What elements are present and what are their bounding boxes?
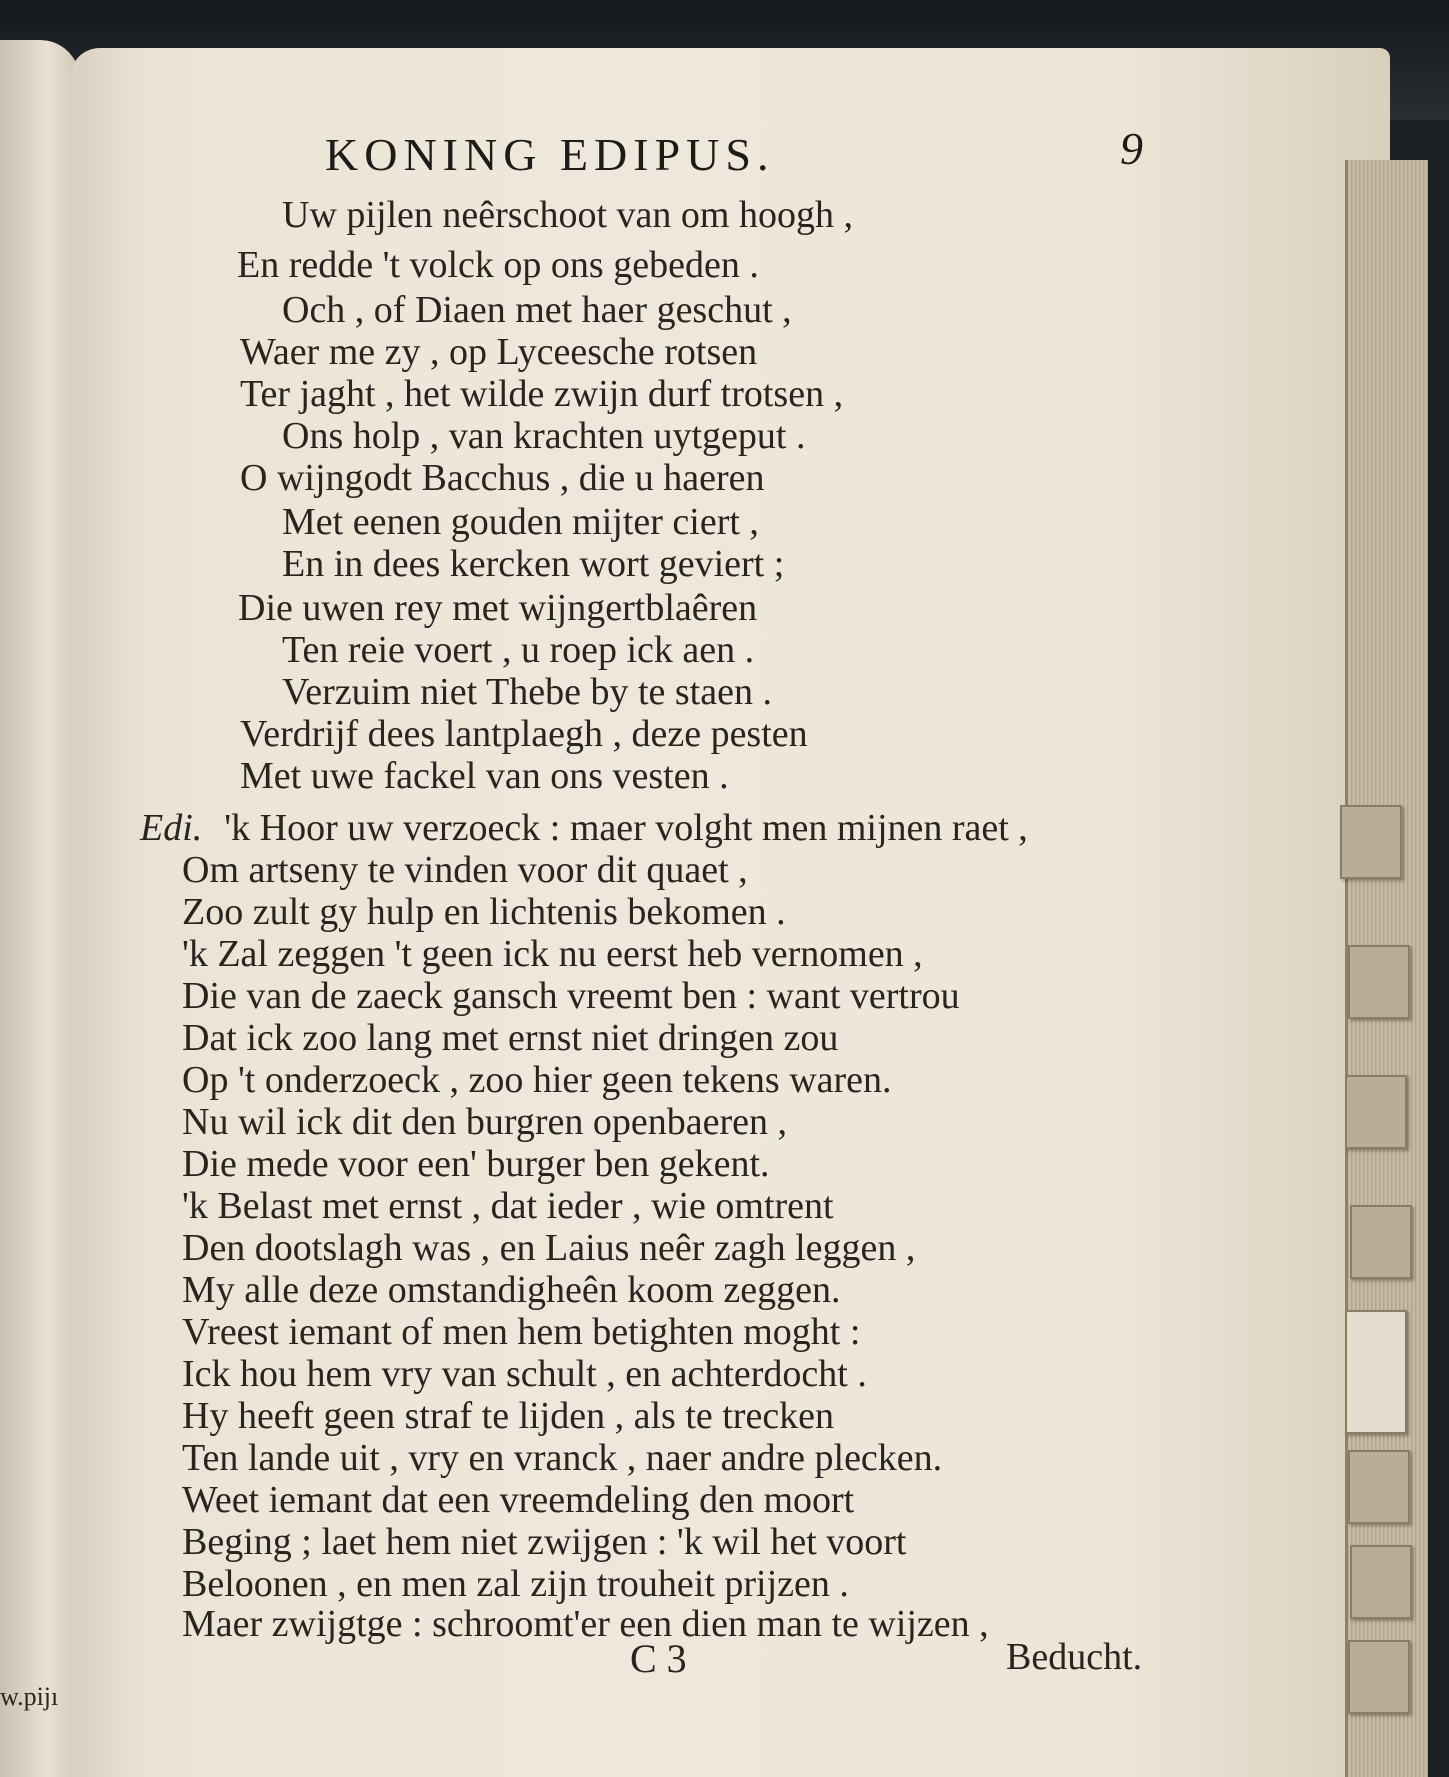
speech-line: Zoo zult gy hulp en lichtenis bekomen .	[182, 891, 786, 933]
speech-line: Beging ; laet hem niet zwijgen : 'k wil het voort	[182, 1521, 907, 1563]
speech-line: Ick hou hem vry van schult , en achterdocht .	[182, 1353, 867, 1395]
left-page-fragment: w.pijı	[0, 1682, 59, 1711]
verse-line: Ter jaght , het wilde zwijn durf trotsen ,	[240, 373, 844, 415]
verse-line: Die uwen rey met wijngertblaêren	[238, 587, 758, 629]
verse-line: En in dees kercken wort geviert ;	[282, 543, 785, 585]
speaker-name: Edi.	[140, 807, 203, 849]
verse-line: Och , of Diaen met haer geschut ,	[282, 289, 792, 331]
catchword: Beducht.	[1006, 1636, 1143, 1678]
page-number: 9	[1120, 123, 1143, 174]
verse-line: Waer me zy , op Lyceesche rotsen	[240, 331, 758, 373]
speech-line: My alle deze omstandigheên koom zeggen.	[182, 1269, 841, 1311]
speech-line: Op 't onderzoeck , zoo hier geen tekens waren.	[182, 1059, 892, 1101]
verse-line: Uw pijlen neêrschoot van om hoogh ,	[282, 194, 853, 236]
speech-line: Om artseny te vinden voor dit quaet ,	[182, 849, 748, 891]
speech-line: Hy heeft geen straf te lijden , als te trecken	[182, 1395, 835, 1437]
verse-line: Verdrijf dees lantplaegh , deze pesten	[240, 713, 808, 755]
speech-line: 'k Belast met ernst , dat ieder , wie omtrent	[182, 1185, 834, 1227]
verse-line: En redde 't volck op ons gebeden .	[237, 244, 759, 286]
running-title: KONING EDIPUS.	[325, 129, 775, 180]
speech-line: Beloonen , en men zal zijn trouheit prijzen .	[182, 1563, 849, 1605]
speech-line: Dat ick zoo lang met ernst niet dringen zou	[182, 1017, 839, 1059]
speech-first-line	[140, 808, 1028, 848]
speech-line: Die van de zaeck gansch vreemt ben : want vertrou	[182, 975, 960, 1017]
verse-line: O wijngodt Bacchus , die u haeren	[240, 457, 765, 499]
speech-line: 'k Hoor uw verzoeck : maer volght men mijnen raet ,	[224, 807, 1028, 849]
speech-line: Vreest iemant of men hem betighten moght :	[182, 1311, 861, 1353]
speech-line: Nu wil ick dit den burgren openbaeren ,	[182, 1101, 788, 1143]
verse-line: Ons holp , van krachten uytgeput .	[282, 415, 806, 457]
speech-line: Die mede voor een' burger ben gekent.	[182, 1143, 770, 1185]
speech-line: 'k Zal zeggen 't geen ick nu eerst heb vernomen ,	[182, 933, 923, 975]
speech-line: Ten lande uit , vry en vranck , naer andre plecken.	[182, 1437, 943, 1479]
signature-mark: C 3	[630, 1636, 687, 1681]
verse-line: Ten reie voert , u roep ick aen .	[282, 629, 755, 671]
verse-line: Verzuim niet Thebe by te staen .	[282, 671, 772, 713]
verse-line: Met uwe fackel van ons vesten .	[240, 755, 729, 797]
verse-line: Met eenen gouden mijter ciert ,	[282, 501, 759, 543]
speech-line: Weet iemant dat een vreemdeling den moort	[182, 1479, 855, 1521]
speech-line: Maer zwijgtge : schroomt'er een dien man te wijzen ,	[182, 1603, 989, 1645]
speech-line: Den dootslagh was , en Laius neêr zagh leggen ,	[182, 1227, 916, 1269]
